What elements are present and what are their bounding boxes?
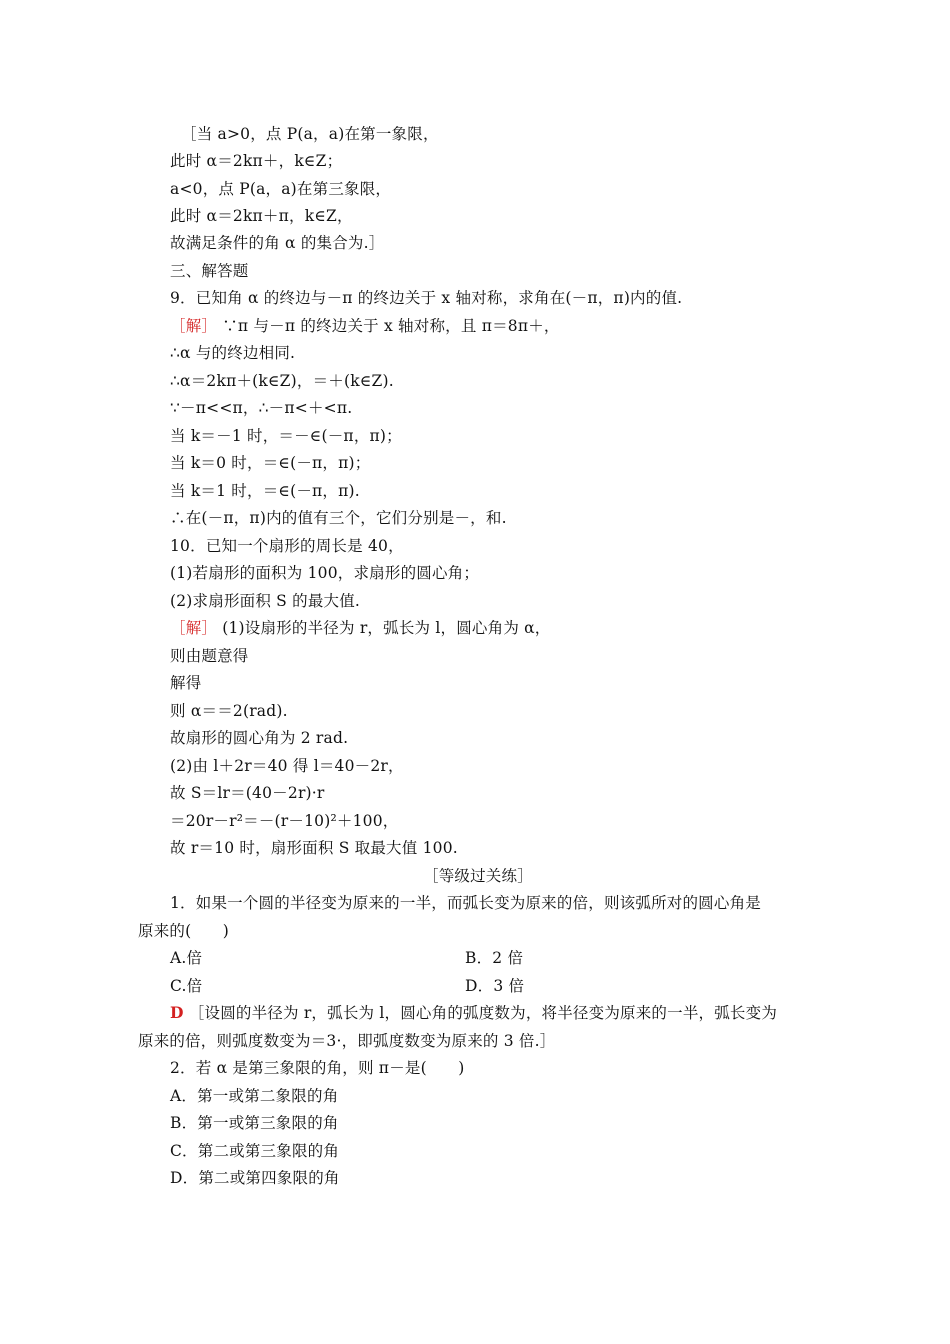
q10-line-2: 则由题意得 (170, 647, 249, 665)
q9-line-8: ∴在(－π，π)内的值有三个，它们分别是－，和. (170, 509, 507, 527)
q9-line-6: 当 k＝0 时，＝∈(－π，π)； (170, 454, 371, 472)
pq2-option-c: C．第二或第三象限的角 (170, 1142, 340, 1160)
q9-line-3: ∴α＝2kπ＋(k∈Z)，＝＋(k∈Z). (170, 372, 394, 390)
q10-line-4: 则 α＝＝2(rad). (170, 702, 288, 720)
q10-line-7: 故 S＝lr＝(40－2r)·r (170, 784, 325, 802)
solution-tag: ［解］ (170, 317, 218, 335)
q10-part-2: (2)求扇形面积 S 的最大值. (170, 592, 361, 610)
pq2-option-a: A．第一或第二象限的角 (170, 1087, 339, 1105)
p1-line-5: 故满足条件的角 α 的集合为.］ (170, 234, 385, 252)
q10-line-6: (2)由 l＋2r＝40 得 l＝40－2r， (170, 757, 404, 775)
q9-line-2: ∴α 与的终边相同. (170, 344, 296, 362)
pq2-stem: 2．若 α 是第三象限的角，则 π－是( ) (170, 1059, 465, 1077)
pq1-option-b: B．2 倍 (465, 949, 524, 967)
pq2-option-d: D．第二或第四象限的角 (170, 1169, 340, 1187)
pq1-explanation-line-1 (170, 1003, 777, 1023)
q10-line-5: 故扇形的圆心角为 2 rad. (170, 729, 349, 747)
p1-line-4: 此时 α＝2kπ＋π，k∈Z， (170, 207, 353, 225)
q10-solution-line-1 (170, 618, 551, 638)
q9-line-7: 当 k＝1 时，＝∈(－π，π). (170, 482, 360, 500)
q10-line-3: 解得 (170, 674, 202, 692)
pq1-option-d: D．3 倍 (465, 977, 525, 995)
pq1-option-a: A.倍 (170, 949, 203, 967)
q10-solution-text: (1)设扇形的半径为 r，弧长为 l，圆心角为 α， (217, 619, 551, 637)
q9-line-4: ∵－π<<π，∴－π<＋<π. (170, 399, 353, 417)
q10-stem: 10．已知一个扇形的周长是 40， (170, 537, 404, 555)
p1-line-1: ［当 a>0，点 P(a，a)在第一象限， (181, 125, 439, 143)
q10-part-1: (1)若扇形的面积为 100，求扇形的圆心角； (170, 564, 480, 582)
practice-heading: ［等级过关练］ (423, 867, 533, 885)
answer-letter: D (170, 1003, 184, 1022)
solution-tag: ［解］ (170, 619, 218, 637)
q9-line-5: 当 k＝－1 时，＝－∈(－π，π)； (170, 427, 402, 445)
pq1-stem-line-2: 原来的( ) (138, 922, 229, 940)
pq1-explanation-text: ［设圆的半径为 r，弧长为 l，圆心角的弧度数为，将半径变为原来的一半，弧长变为 (188, 1004, 778, 1022)
q9-solution-line-1 (170, 316, 560, 336)
pq1-option-c: C.倍 (170, 977, 203, 995)
p1-line-2: 此时 α＝2kπ＋，k∈Z； (170, 152, 343, 170)
p1-line-3: a<0，点 P(a，a)在第三象限， (170, 180, 392, 198)
pq2-option-b: B．第一或第三象限的角 (170, 1114, 339, 1132)
pq1-explanation-line-2: 原来的倍，则弧度数变为＝3·，即弧度数变为原来的 3 倍.］ (138, 1032, 556, 1050)
q10-line-8: ＝20r－r²＝－(r－10)²＋100， (170, 812, 399, 830)
q9-stem: 9．已知角 α 的终边与－π 的终边关于 x 轴对称，求角在(－π，π)内的值. (170, 289, 683, 307)
pq1-stem-line-1: 1．如果一个圆的半径变为原来的一半，而弧长变为原来的倍，则该弧所对的圆心角是 (170, 894, 761, 912)
q10-line-9: 故 r＝10 时，扇形面积 S 取最大值 100. (170, 839, 458, 857)
q9-solution-text: ∵π 与－π 的终边关于 x 轴对称，且 π＝8π＋， (217, 317, 560, 335)
section-heading: 三、解答题 (170, 262, 249, 280)
